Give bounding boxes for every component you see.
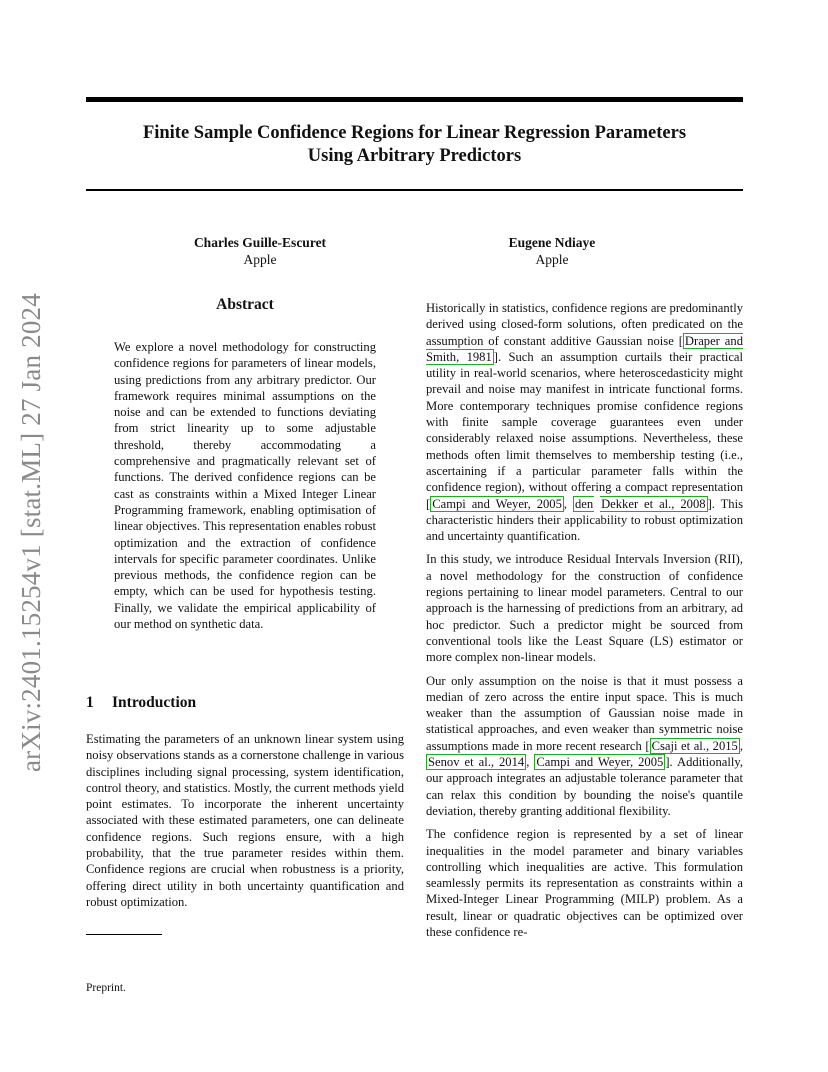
author-name: Charles Guille-Escuret	[193, 235, 327, 250]
citation-link[interactable]: Campi and Weyer, 2005	[432, 496, 562, 511]
citation-link[interactable]: Draper and Smith, 1981	[426, 333, 743, 364]
text-run: Our only assumption on the noise is that it must possess a median of zero across the entire input space. This is much weaker than the assumption of Gaussian noise made in statistical approaches, and even weaker than symmetric noise assumptions made in more recent research	[426, 673, 743, 753]
section-title: Introduction	[112, 694, 197, 711]
paragraph-study: In this study, we introduce Residual Intervals Inversion (RII), a novel methodology for the construction of confidence regions pertaining to linear model parameters. Central to our approach is the harnessing of predictions from an arbitrary, ad hoc predictor. Such a predictor might be sourced from conventional tools like the Least Square (LS) estimator or more complex non-linear models.	[426, 552, 743, 665]
text-run: Historically in statistics, confidence regions are predominantly derived using closed-form solutions, often predicated on the assumption of constant additive Gaussian noise	[426, 301, 743, 348]
section-number: 1	[86, 694, 94, 711]
section-heading-introduction	[86, 694, 386, 712]
author-affiliation: Apple	[243, 252, 277, 267]
author-block-1	[160, 234, 360, 268]
title-line-2: Using Arbitrary Predictors	[307, 146, 522, 166]
abstract-heading: Abstract	[216, 296, 274, 313]
introduction-paragraph: Estimating the parameters of an unknown linear system using noisy observations stands as a cornerstone challenge in various disciplines including signal processing, system identification, control theory, and statistics. Mostly, the current methods yield point estimates. To incorporate the inherent uncertainty associated with these estimated parameters, one can delineate confidence regions. Such regions ensure, with a high probability, that the true parameter resides within them. Confidence regions are crucial when robustness is a priority, offering direct utility in both uncertainty quantification and robust optimization.	[86, 732, 404, 909]
text-run: . Additionally, our approach integrates an adjustable tolerance parameter that can relax this condition by bounding the noise's quantile deviation, thereby granting additional flexibility.	[426, 755, 743, 818]
paragraph-confidence-region: The confidence region is represented by a set of linear inequalities in the model parameter and binary variables controlling which inequalities are active. This formulation seamlessly permits its representation as constraints within a Mixed-Integer Linear Programming (MILP) problem. As a result, linear or quadratic objectives can be optimized over these confidence re-	[426, 827, 743, 939]
footnote-rule	[86, 934, 162, 935]
paper-title	[86, 122, 743, 168]
text-run: . This characteristic hinders their applicability to robust optimization and uncertainty quantification.	[426, 496, 743, 544]
paragraph-noise-assumption: Our only assumption on the noise is that it must possess a median of zero across the entire input space. This is much weaker than the assumption of Gaussian noise made in statistical approaches, and even weaker than symmetric noise assumptions made in more recent research [ Csaji et al., 2015 , Senov et al., 2014 , Campi and Weyer, 2005 ]. Additionally, our approach integrates an adjustable tolerance parameter that can relax this condition by bounding the noise's quantile deviation, thereby granting additional flexibility.	[426, 673, 744, 818]
abstract-text: We explore a novel methodology for constructing confidence regions for parameters of linear models, using predictions from any arbitrary predictor. Our framework requires minimal assumptions on the noise and can be extended to functions deviating from strict linearity up to some adjustable threshold, thereby accommodating a comprehensive and pragmatically relevant set of functions. The derived confidence regions can be cast as constraints within a Mixed Integer Linear Programming framework, enabling optimisation of linear objectives. This representation enables robust optimization and the extraction of confidence intervals for specific parameter coordinates. Unlike previous methods, the confidence region can be empty, which can be used for hypothesis testing. Finally, we validate the empirical applicability of our method on synthetic data.	[114, 340, 376, 632]
citation-link[interactable]: Csaji et al., 2015	[651, 738, 738, 753]
title-line-1: Finite Sample Confidence Regions for Linear Regression Parameters	[142, 123, 687, 143]
footnote-preprint: Preprint.	[86, 982, 126, 994]
text-run: . Such an assumption curtails their practical utility in real-world scenarios, where heteroscedasticity might prevail and noise may manifest in intricate functional forms. More contemporary techniques promise confidence regions with finite sample coverage guarantees even under considerably relaxed noise assumptions. Nevertheless, these methods often limit themselves to membership testing (i.e., ascertaining if a particular parameter falls within the confidence region), without offering a compact representation	[426, 349, 743, 495]
citation-link[interactable]: Senov et al., 2014	[428, 755, 525, 770]
title-rule-bottom	[86, 189, 743, 191]
citation-link[interactable]: Campi and Weyer, 2005	[536, 755, 664, 770]
title-rule-top	[86, 97, 743, 102]
arxiv-identifier-stamp: arXiv:2401.15254v1 [stat.ML] 27 Jan 2024	[16, 293, 46, 772]
paragraph-history: Historically in statistics, confidence regions are predominantly derived using closed-form solutions, often predicated on the assumption of constant additive Gaussian noise [ Draper and Smith, 1981 ]. Such an assumption curtails their practical utility in real-world scenarios, where heteroscedasticity might prevail and noise may manifest in intricate functional forms. More contemporary techniques promise confidence regions with finite sample coverage guarantees even under considerably relaxed noise assumptions. Nevertheless, these methods often limit themselves to membership testing (i.e., ascertaining if a particular parameter falls within the confidence region), without offering a compact representation [ Campi and Weyer, 2005 , den Dekker et al., 2008 ]. This characteristic hinders their applicability to robust optimization and uncertainty quantification.	[426, 301, 743, 544]
citation-link[interactable]: den	[574, 496, 594, 511]
author-block-2	[452, 234, 652, 268]
right-column	[426, 300, 743, 947]
author-affiliation: Apple	[535, 252, 569, 267]
citation-link[interactable]: Dekker et al., 2008	[601, 496, 706, 511]
author-name: Eugene Ndiaye	[508, 235, 596, 250]
